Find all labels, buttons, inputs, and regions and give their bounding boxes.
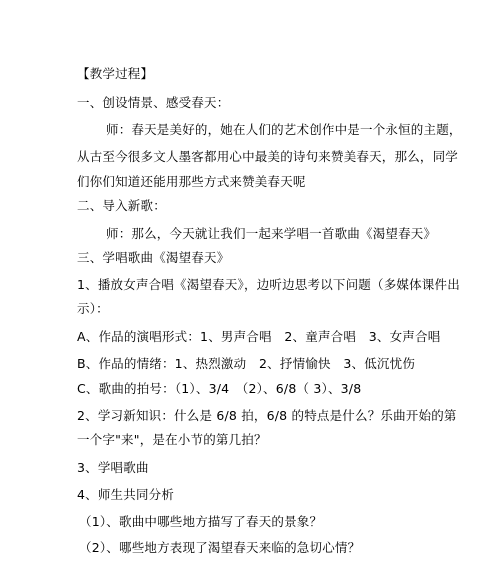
list-item: 3、学唱歌曲 bbox=[77, 460, 149, 475]
section-heading-scene: 一、创设情景、感受春天： bbox=[77, 95, 230, 110]
paragraph-line: 师：春天是美好的，她在人们的艺术创作中是一个永恒的主题， bbox=[106, 122, 462, 137]
paragraph-line: 师：那么，今天就让我们一起来学唱一首歌曲《渴望春天》 bbox=[106, 226, 437, 241]
question-line: C、歌曲的拍号：（1）、3/4 （2）、6/8（ 3）、3/8 bbox=[77, 381, 362, 396]
list-item: 4、师生共同分析 bbox=[77, 487, 175, 502]
paragraph-line: 一个字"来"，是在小节的第几拍？ bbox=[77, 432, 267, 447]
section-heading-teaching-process: 【教学过程】 bbox=[77, 66, 154, 81]
paragraph-line: 从古至今很多文人墨客都用心中最美的诗句来赞美春天，那么，同学 bbox=[77, 149, 459, 164]
section-heading-learn-song: 三、学唱歌曲《渴望春天》 bbox=[77, 250, 230, 265]
paragraph-line: 1、播放女声合唱《渴望春天》，边听边思考以下问题（多媒体课件出 bbox=[77, 277, 460, 292]
question-line: （1）、歌曲中哪些地方描写了春天的景象？ bbox=[79, 514, 323, 529]
question-line: （2）、哪些地方表现了渴望春天来临的急切心情？ bbox=[79, 540, 361, 555]
paragraph-line: 2、学习新知识：什么是 6/8 拍，6/8 的特点是什么？乐曲开始的第 bbox=[77, 408, 457, 423]
section-heading-new-song: 二、导入新歌： bbox=[77, 198, 166, 213]
question-line: B、作品的情绪：1、热烈激动 2、抒情愉快 3、低沉忧伤 bbox=[77, 356, 416, 371]
question-line: A、作品的演唱形式：1、男声合唱 2、童声合唱 3、女声合唱 bbox=[77, 329, 441, 344]
paragraph-line: 们你们知道还能用那些方式来赞美春天呢 bbox=[77, 174, 306, 189]
paragraph-line: 示）： bbox=[77, 301, 109, 316]
